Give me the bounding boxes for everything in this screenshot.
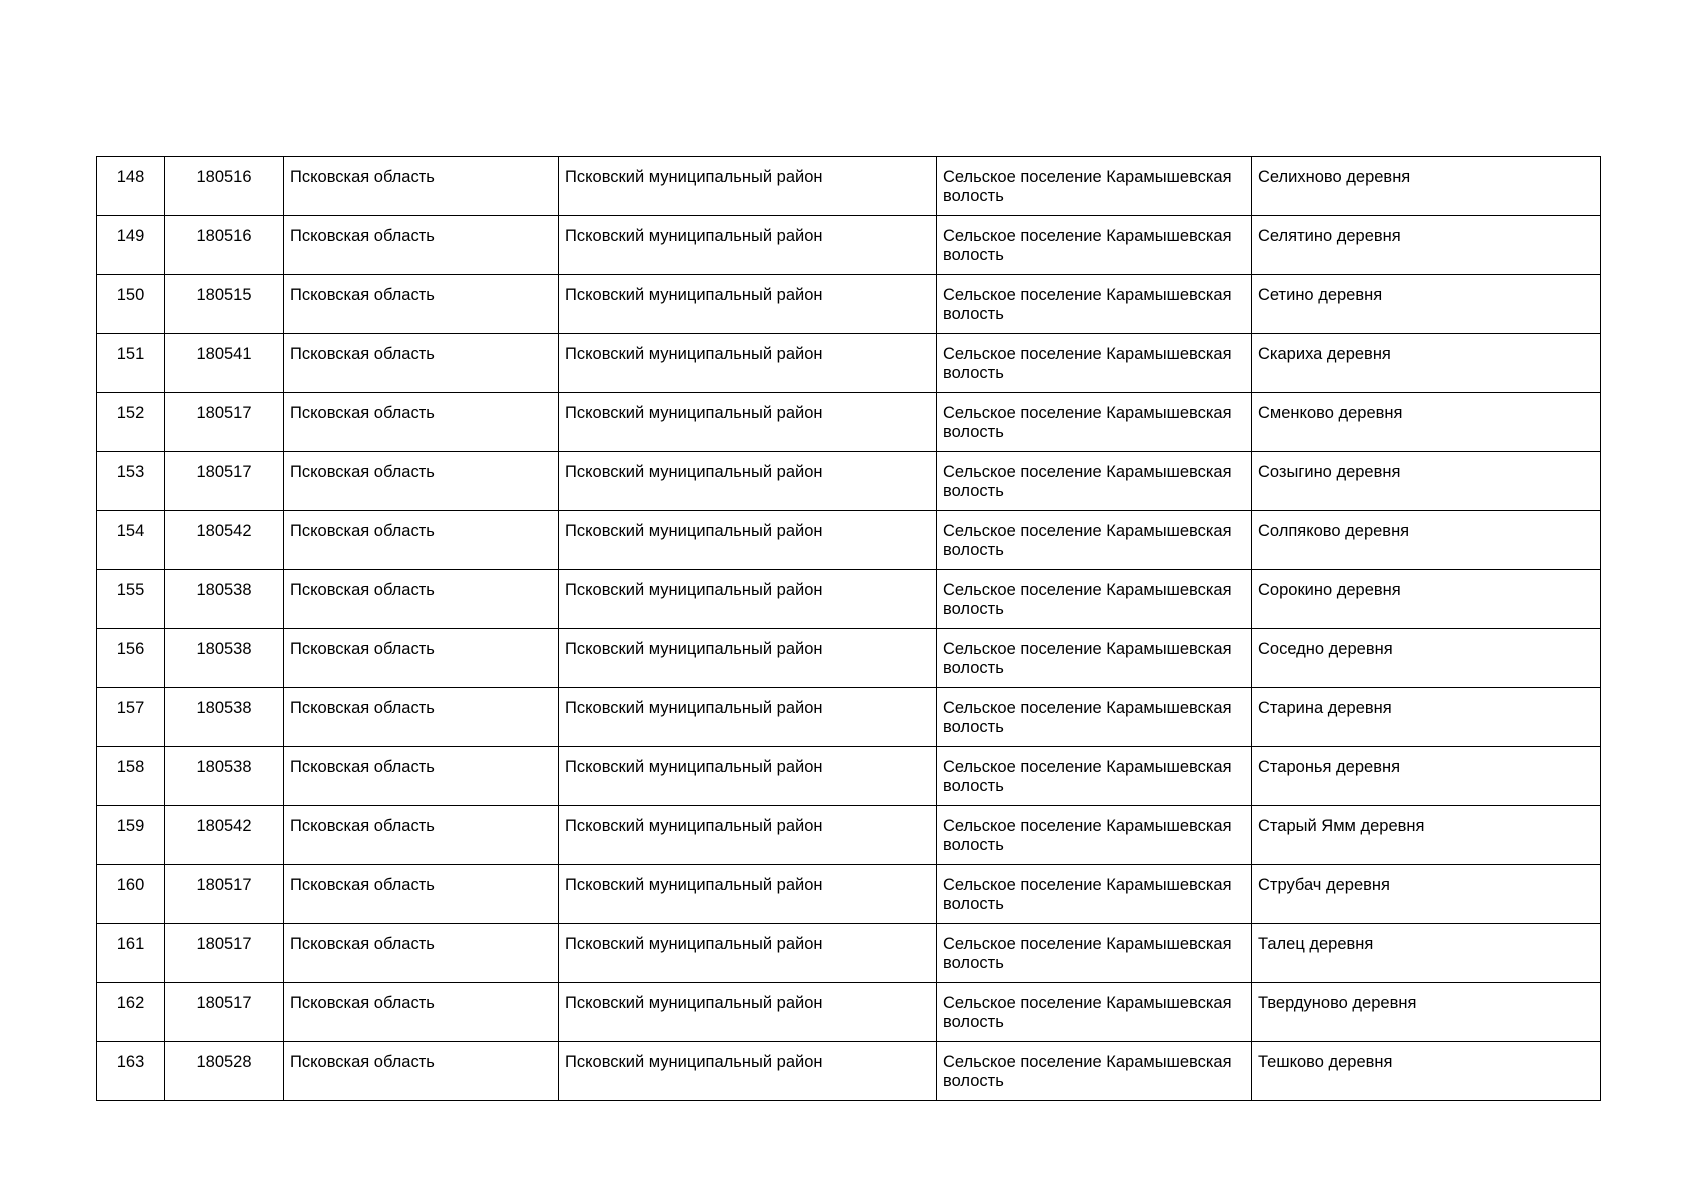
row-number: 162 bbox=[97, 983, 165, 1042]
postal-code: 180542 bbox=[165, 806, 284, 865]
region: Псковская область bbox=[284, 393, 559, 452]
postal-code: 180542 bbox=[165, 511, 284, 570]
locality: Струбач деревня bbox=[1252, 865, 1601, 924]
settlement: Сельское поселение Карамышевская волость bbox=[937, 393, 1252, 452]
table-row bbox=[97, 983, 1601, 1042]
row-number: 163 bbox=[97, 1042, 165, 1101]
row-number: 149 bbox=[97, 216, 165, 275]
table-row bbox=[97, 924, 1601, 983]
region: Псковская область bbox=[284, 629, 559, 688]
locality: Сменково деревня bbox=[1252, 393, 1601, 452]
locality: Сорокино деревня bbox=[1252, 570, 1601, 629]
region: Псковская область bbox=[284, 924, 559, 983]
table-row bbox=[97, 570, 1601, 629]
locality: Старонья деревня bbox=[1252, 747, 1601, 806]
region: Псковская область bbox=[284, 216, 559, 275]
row-number: 152 bbox=[97, 393, 165, 452]
district: Псковский муниципальный район bbox=[559, 275, 937, 334]
row-number: 153 bbox=[97, 452, 165, 511]
row-number: 159 bbox=[97, 806, 165, 865]
table-row bbox=[97, 334, 1601, 393]
region: Псковская область bbox=[284, 747, 559, 806]
row-number: 148 bbox=[97, 157, 165, 216]
district: Псковский муниципальный район bbox=[559, 157, 937, 216]
settlement: Сельское поселение Карамышевская волость bbox=[937, 688, 1252, 747]
district: Псковский муниципальный район bbox=[559, 865, 937, 924]
postal-code: 180517 bbox=[165, 983, 284, 1042]
postal-code: 180538 bbox=[165, 570, 284, 629]
table-row bbox=[97, 629, 1601, 688]
settlement: Сельское поселение Карамышевская волость bbox=[937, 452, 1252, 511]
settlement: Сельское поселение Карамышевская волость bbox=[937, 1042, 1252, 1101]
row-number: 156 bbox=[97, 629, 165, 688]
region: Псковская область bbox=[284, 570, 559, 629]
district: Псковский муниципальный район bbox=[559, 688, 937, 747]
locality: Твердуново деревня bbox=[1252, 983, 1601, 1042]
settlement: Сельское поселение Карамышевская волость bbox=[937, 216, 1252, 275]
locality: Солпяково деревня bbox=[1252, 511, 1601, 570]
district: Псковский муниципальный район bbox=[559, 629, 937, 688]
locality: Тешково деревня bbox=[1252, 1042, 1601, 1101]
table-row bbox=[97, 275, 1601, 334]
postal-code: 180517 bbox=[165, 865, 284, 924]
settlement: Сельское поселение Карамышевская волость bbox=[937, 511, 1252, 570]
table-body bbox=[97, 157, 1601, 1101]
locality: Скариха деревня bbox=[1252, 334, 1601, 393]
settlement: Сельское поселение Карамышевская волость bbox=[937, 806, 1252, 865]
region: Псковская область bbox=[284, 688, 559, 747]
postal-code: 180515 bbox=[165, 275, 284, 334]
postal-code: 180538 bbox=[165, 629, 284, 688]
postal-code: 180538 bbox=[165, 747, 284, 806]
region: Псковская область bbox=[284, 983, 559, 1042]
district: Псковский муниципальный район bbox=[559, 1042, 937, 1101]
table-row bbox=[97, 157, 1601, 216]
postal-code: 180517 bbox=[165, 924, 284, 983]
row-number: 154 bbox=[97, 511, 165, 570]
region: Псковская область bbox=[284, 511, 559, 570]
settlement: Сельское поселение Карамышевская волость bbox=[937, 983, 1252, 1042]
district: Псковский муниципальный район bbox=[559, 570, 937, 629]
locality: Созыгино деревня bbox=[1252, 452, 1601, 511]
region: Псковская область bbox=[284, 865, 559, 924]
postal-code: 180541 bbox=[165, 334, 284, 393]
region: Псковская область bbox=[284, 1042, 559, 1101]
locality: Селятино деревня bbox=[1252, 216, 1601, 275]
table-row bbox=[97, 452, 1601, 511]
settlement: Сельское поселение Карамышевская волость bbox=[937, 629, 1252, 688]
postal-code: 180516 bbox=[165, 157, 284, 216]
settlement: Сельское поселение Карамышевская волость bbox=[937, 157, 1252, 216]
settlement: Сельское поселение Карамышевская волость bbox=[937, 334, 1252, 393]
settlement: Сельское поселение Карамышевская волость bbox=[937, 865, 1252, 924]
district: Псковский муниципальный район bbox=[559, 393, 937, 452]
settlements-table bbox=[96, 156, 1601, 1101]
row-number: 160 bbox=[97, 865, 165, 924]
table-row bbox=[97, 511, 1601, 570]
district: Псковский муниципальный район bbox=[559, 983, 937, 1042]
locality: Талец деревня bbox=[1252, 924, 1601, 983]
row-number: 155 bbox=[97, 570, 165, 629]
row-number: 157 bbox=[97, 688, 165, 747]
region: Псковская область bbox=[284, 275, 559, 334]
table-row bbox=[97, 865, 1601, 924]
postal-code: 180516 bbox=[165, 216, 284, 275]
table-row bbox=[97, 393, 1601, 452]
settlement: Сельское поселение Карамышевская волость bbox=[937, 747, 1252, 806]
settlement: Сельское поселение Карамышевская волость bbox=[937, 570, 1252, 629]
row-number: 151 bbox=[97, 334, 165, 393]
table-row bbox=[97, 688, 1601, 747]
district: Псковский муниципальный район bbox=[559, 334, 937, 393]
table-row bbox=[97, 1042, 1601, 1101]
district: Псковский муниципальный район bbox=[559, 747, 937, 806]
locality: Старина деревня bbox=[1252, 688, 1601, 747]
postal-code: 180538 bbox=[165, 688, 284, 747]
postal-code: 180517 bbox=[165, 452, 284, 511]
region: Псковская область bbox=[284, 452, 559, 511]
row-number: 158 bbox=[97, 747, 165, 806]
locality: Старый Ямм деревня bbox=[1252, 806, 1601, 865]
district: Псковский муниципальный район bbox=[559, 511, 937, 570]
district: Псковский муниципальный район bbox=[559, 452, 937, 511]
postal-code: 180528 bbox=[165, 1042, 284, 1101]
locality: Соседно деревня bbox=[1252, 629, 1601, 688]
district: Псковский муниципальный район bbox=[559, 216, 937, 275]
postal-code: 180517 bbox=[165, 393, 284, 452]
table-row bbox=[97, 806, 1601, 865]
row-number: 150 bbox=[97, 275, 165, 334]
table-row bbox=[97, 747, 1601, 806]
row-number: 161 bbox=[97, 924, 165, 983]
region: Псковская область bbox=[284, 334, 559, 393]
table-row bbox=[97, 216, 1601, 275]
settlement: Сельское поселение Карамышевская волость bbox=[937, 275, 1252, 334]
locality: Сетино деревня bbox=[1252, 275, 1601, 334]
locality: Селихново деревня bbox=[1252, 157, 1601, 216]
settlement: Сельское поселение Карамышевская волость bbox=[937, 924, 1252, 983]
district: Псковский муниципальный район bbox=[559, 806, 937, 865]
district: Псковский муниципальный район bbox=[559, 924, 937, 983]
region: Псковская область bbox=[284, 806, 559, 865]
region: Псковская область bbox=[284, 157, 559, 216]
